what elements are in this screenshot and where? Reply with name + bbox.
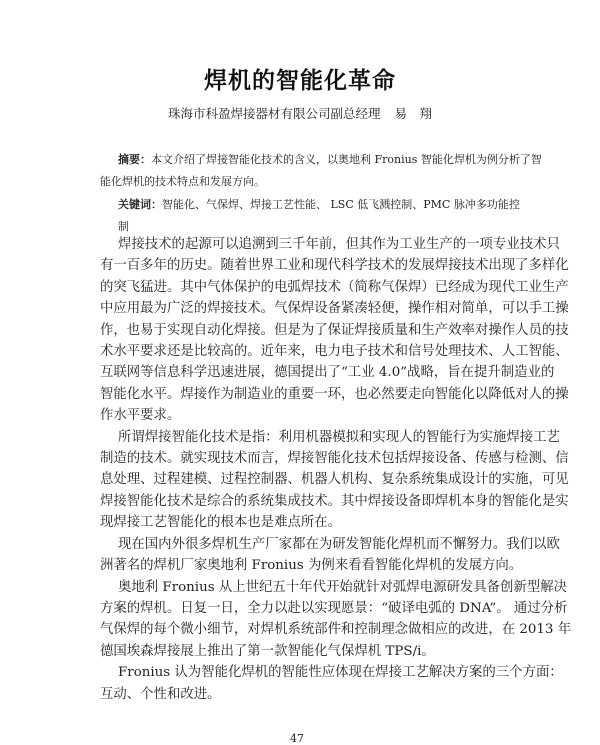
abstract-line: 本文介绍了焊接智能化技术的含义，以奥地利 Fronius 智能化焊机为例分析了智 bbox=[151, 153, 542, 166]
abstract-line: 能化焊机的技术特点和发展方向。 bbox=[100, 175, 265, 188]
paragraph bbox=[100, 234, 569, 427]
paragraph bbox=[100, 577, 572, 663]
paragraph-line: 互动、个性和改进。 bbox=[100, 686, 221, 702]
paragraph-line: 智能化水平。焊接作为制造业的重要一环，也必然要走向智能化以降低对人的操 bbox=[100, 386, 569, 402]
abstract-label: 摘要： bbox=[118, 153, 151, 166]
paragraph-line: 洲著名的焊机厂家奥地利 Fronius 为例来看看智能化焊机的发展方向。 bbox=[100, 558, 523, 574]
keywords bbox=[100, 194, 520, 238]
paragraph-line: 作，也易于实现自动化焊接。但是为了保证焊接质量和生产效率对操作人员的技 bbox=[100, 322, 569, 338]
page-title: 焊机的智能化革命 bbox=[204, 67, 396, 94]
page-number: 47 bbox=[290, 732, 304, 745]
paragraph-line: 作水平要求。 bbox=[100, 408, 181, 424]
paragraph-line: 所谓焊接智能化技术是指：利用机器模拟和实现人的智能行为实施焊接工艺 bbox=[118, 429, 560, 445]
paragraph-line: 德国埃森焊接展上推出了第一款智能化气保焊机 TPS/i。 bbox=[100, 643, 435, 659]
paragraph-line: 的突飞猛进。其中气体保护的电弧焊技术（简称气保焊）已经成为现代工业生产 bbox=[100, 279, 569, 295]
paragraph-line: 气保焊的每个微小细节，对焊机系统部件和控制理念做相应的改进，在 2013 年 bbox=[100, 622, 572, 638]
paragraph-line: 息处理、过程建模、过程控制器、机器人机构、复杂系统集成设计的实施，可见 bbox=[100, 472, 569, 488]
paragraph bbox=[100, 427, 569, 534]
paragraph-line: 制造的技术。就实现技术而言，焊接智能化技术包括焊接设备、传感与检测、信 bbox=[100, 451, 569, 467]
author-line bbox=[0, 104, 600, 122]
abstract bbox=[100, 149, 542, 193]
paragraph-line: 焊接智能化技术是综合的系统集成技术。其中焊接设备即焊机本身的智能化是实 bbox=[100, 493, 569, 509]
keywords-label: 关键词： bbox=[118, 198, 162, 211]
paragraph-line: 焊接技术的起源可以追溯到三千年前，但其作为工业生产的一项专业技术只 bbox=[118, 237, 560, 252]
paragraph-line: 中应用最为广泛的焊接技术。气保焊设备紧凑轻便，操作相对简单，可以手工操 bbox=[100, 301, 569, 317]
paragraph bbox=[100, 534, 560, 577]
paragraph-line: 方案的焊机。日复一日，全力以赴以实现愿景：“破译电弧的 DNA”。 通过分析 bbox=[100, 600, 568, 616]
paragraph-line: 现在国内外很多焊机生产厂家都在为研发智能化焊机而不懈努力。我们以欧 bbox=[118, 536, 560, 552]
paragraph bbox=[100, 662, 563, 705]
paragraph-line: Fronius 认为智能化焊机的智能性应体现在焊接工艺解决方案的三个方面： bbox=[118, 665, 563, 681]
paragraph-line: 现焊接工艺智能化的根本也是难点所在。 bbox=[100, 515, 342, 531]
paragraph-line: 有一百多年的历史。随着世界工业和现代科学技术的发展焊接技术出现了多样化 bbox=[100, 258, 569, 274]
paragraph-line: 术水平要求还是比较高的。近年来，电力电子技术和信号处理技术、人工智能、 bbox=[100, 344, 569, 360]
paragraph-line: 互联网等信息科学迅速进展，德国提出了“工业 4.0”战略，旨在提升制造业的 bbox=[100, 365, 555, 381]
author-affiliation: 珠海市科盈焊接器材有限公司副总经理 bbox=[167, 106, 381, 121]
author-name: 易 翔 bbox=[394, 106, 433, 121]
article-body bbox=[100, 234, 572, 705]
keywords-text: 智能化、气保焊、焊接工艺性能、 LSC 低飞溅控制、PMC 脉冲多功能控制 bbox=[118, 198, 520, 233]
paragraph-line: 奥地利 Fronius 从上世纪五十年代开始就针对弧焊电源研发具备创新型解决 bbox=[118, 579, 567, 595]
